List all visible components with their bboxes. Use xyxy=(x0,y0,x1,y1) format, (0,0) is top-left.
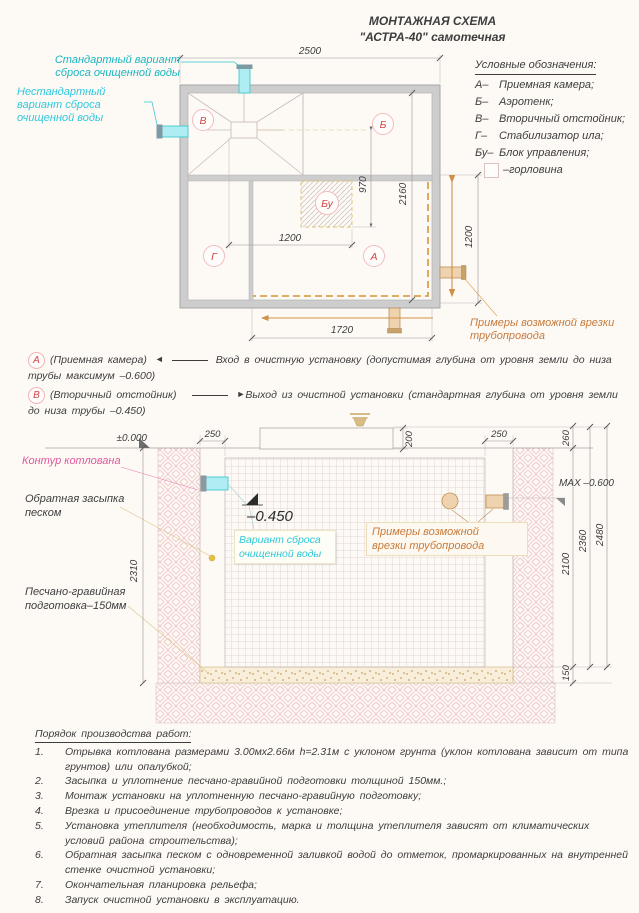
dim-gap-left: 250 xyxy=(204,429,221,440)
tap-pipe-side xyxy=(486,494,509,510)
procedure-item: 2. Засыпка и уплотнение песчано-гравийной подготовки толщиной 150мм.; xyxy=(35,775,447,788)
procedure-item: 7. Окончательная планировка рельефа; xyxy=(35,878,257,891)
nonstandard-discharge-label: Нестандартный вариант сброса очищенной воды xyxy=(17,86,106,124)
dim-edge: 260 xyxy=(561,430,572,446)
dim-bu-offset: 970 xyxy=(358,176,369,193)
legend-item: Г– Стабилизатор ила; xyxy=(475,130,604,142)
tap-examples-label-section: Примеры возможной врезки трубопровода xyxy=(366,522,528,556)
dim-2480: 2480 xyxy=(595,523,606,546)
gravel-bedding xyxy=(200,667,513,683)
note-marker-v: В xyxy=(28,387,45,404)
pit-contour-label: Контур котлована xyxy=(22,455,121,467)
leader-dash xyxy=(192,395,228,396)
procedure-item: 4. Врезка и присоединение трубопроводов к установке; xyxy=(35,804,343,817)
procedure-item: 3. Монтаж установки на уплотненную песчано-гравийную подготовку; xyxy=(35,790,422,803)
note-inlet: А (Приемная камера) ◄ Вход в очистную установку (допустимая глубина от уровня земли до низа трубы максимум –0.600) xyxy=(28,354,612,382)
inlet-pipe-bottom xyxy=(388,308,402,333)
max-level-label: MAX –0.600 xyxy=(558,478,614,489)
arrow-right-icon: ► xyxy=(236,389,246,399)
dim-2100: 2100 xyxy=(561,552,572,575)
marker-b: Б xyxy=(379,119,387,131)
vent-cap xyxy=(350,414,370,426)
legend-heading: Условные обозначения: xyxy=(475,57,596,75)
procedure-list xyxy=(35,727,631,908)
dim-bedding: 150 xyxy=(561,665,572,681)
standard-discharge-label: Стандартный вариант сброса очищенной воды xyxy=(54,54,180,79)
discharge-option-label: Вариант сброса очищенной воды xyxy=(234,530,336,564)
inlet-pipe-right xyxy=(440,266,466,280)
gorlovina-section xyxy=(260,428,393,449)
drawing-title xyxy=(325,13,540,45)
marker-a: А xyxy=(370,251,378,263)
legend-item: А– Приемная камера; xyxy=(475,79,595,91)
marker-v: В xyxy=(199,115,207,127)
dim-2360: 2360 xyxy=(578,529,589,552)
bedding-label: Песчано-гравийная подготовка–150мм xyxy=(25,586,127,612)
tap-pipe-end xyxy=(442,493,458,509)
note-marker-a: А xyxy=(28,352,45,369)
standard-discharge-leader xyxy=(181,62,241,67)
zero-level-label: ±0.000 xyxy=(116,433,147,444)
leader-dash xyxy=(172,360,208,361)
procedure-item: 8. Запуск очистной установки в эксплуатацию. xyxy=(35,893,300,906)
plan-view xyxy=(0,45,639,350)
backfill-label: Обратная засыпка песком xyxy=(25,493,125,519)
discharge-pipe-left xyxy=(157,125,189,139)
title-line1: МОНТАЖНАЯ СХЕМА xyxy=(368,14,497,28)
procedure-item: 5. Установка утеплителя (необходимость, марка и толщина утеплителя зависят от климатических условий района строительства); xyxy=(35,819,590,847)
marker-g: Г xyxy=(211,251,217,263)
procedure-item: 1. Отрывка котлована размерами 3.00мх2.66м h=2.31м с уклоном грунта (уклон котлована зависит от типа грунтов) или опалубкой; xyxy=(35,745,629,773)
gorlovina-plan xyxy=(231,122,257,138)
legend-item: Б– Аэротенк; xyxy=(475,96,554,108)
outlet-pipe-section xyxy=(201,476,229,492)
procedure-item: 6. Обратная засыпка песком с одновременной заливкой водой до отметок, промаркированных на внутренней стенке очистной установки; xyxy=(35,849,628,877)
discharge-pipe-top xyxy=(237,65,253,94)
dim-bu-width: 1200 xyxy=(278,233,302,244)
dim-right-1200: 1200 xyxy=(464,225,475,248)
dim-bottom-1720: 1720 xyxy=(330,325,354,336)
dim-plan-width: 2500 xyxy=(298,46,322,57)
procedure-heading: Порядок производства работ: xyxy=(35,727,191,743)
legend-item: В– Вторичный отстойник; xyxy=(475,113,626,125)
tap-label-leader xyxy=(464,278,497,316)
marker-bu: Бу xyxy=(321,198,333,210)
legend-item-gorlovina: –горловина xyxy=(484,162,637,179)
arrow-left-icon: ◄ xyxy=(154,354,164,364)
dim-inner-height: 2160 xyxy=(398,182,409,205)
tap-examples-label-plan: Примеры возможной врезки трубопровода xyxy=(470,317,615,342)
dim-gap-right: 250 xyxy=(491,429,507,440)
legend-item: Бу– Блок управления; xyxy=(475,147,590,159)
section-view xyxy=(0,410,639,725)
title-line2: "АСТРА-40" самотечная xyxy=(359,30,506,44)
dim-collar: 200 xyxy=(404,431,415,447)
dim-pit-depth: 2310 xyxy=(129,559,140,582)
note-outlet: В (Вторичный отстойник) ►Выход из очистной установки (стандартная глубина от уровня земли до низа трубы –0.450) xyxy=(28,389,618,417)
outlet-level-label: –0.450 xyxy=(247,508,293,525)
